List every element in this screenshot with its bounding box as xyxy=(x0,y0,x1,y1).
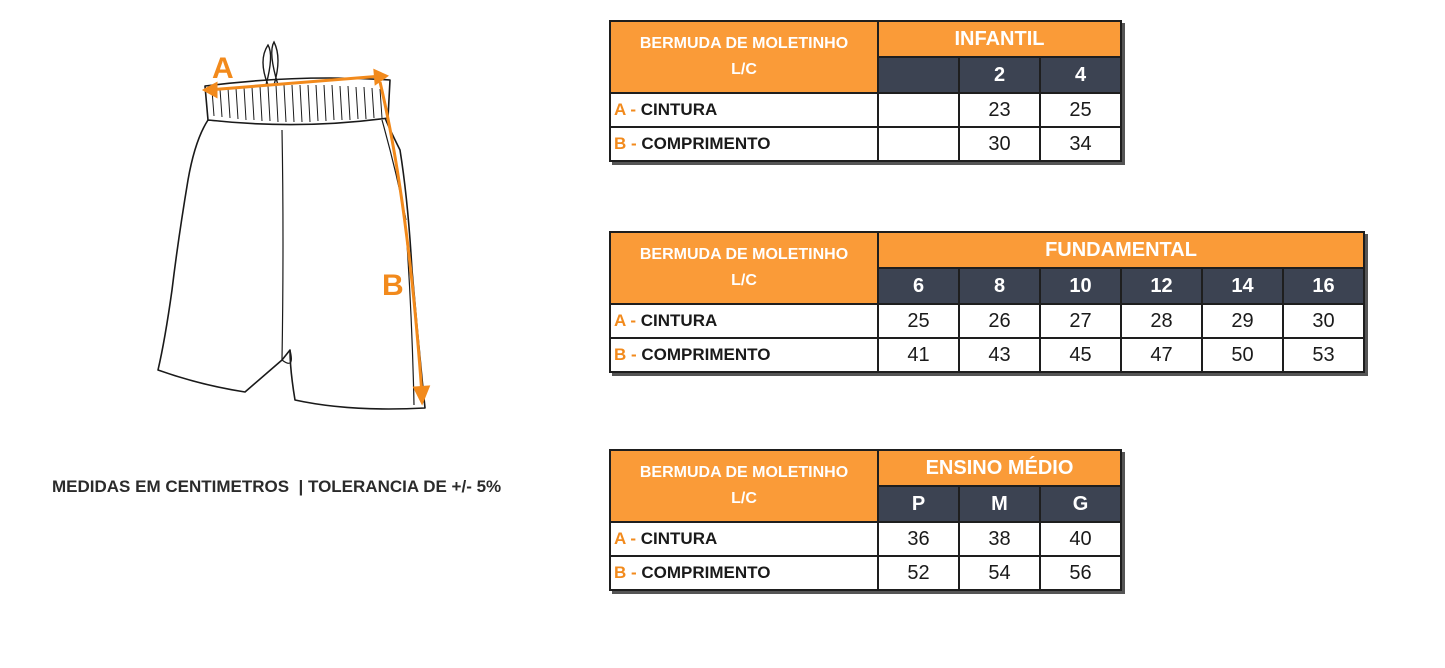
size-m: M xyxy=(959,486,1040,522)
measure-name: COMPRIMENTO xyxy=(636,345,771,364)
cell-value: 25 xyxy=(1040,93,1121,127)
size-table-ensino-medio xyxy=(609,449,1122,591)
size-8: 8 xyxy=(959,268,1040,304)
row-label xyxy=(610,338,878,372)
row-label xyxy=(610,93,878,127)
product-variant: L/C xyxy=(731,490,757,507)
cell-value: 43 xyxy=(959,338,1040,372)
product-header xyxy=(610,232,878,304)
measure-letter: A - xyxy=(614,100,637,119)
cell-value: 36 xyxy=(878,522,959,556)
product-variant: L/C xyxy=(731,272,757,289)
product-name: BERMUDA DE MOLETINHO xyxy=(639,246,849,263)
row-cintura xyxy=(610,304,1364,338)
cell-value: 45 xyxy=(1040,338,1121,372)
row-cintura xyxy=(610,522,1121,556)
row-label xyxy=(610,304,878,338)
size-16: 16 xyxy=(1283,268,1364,304)
cell-value: 23 xyxy=(959,93,1040,127)
cell-empty xyxy=(878,127,959,161)
row-label xyxy=(610,127,878,161)
size-10: 10 xyxy=(1040,268,1121,304)
product-variant: L/C xyxy=(731,61,757,78)
cell-value: 30 xyxy=(1283,304,1364,338)
cell-value: 26 xyxy=(959,304,1040,338)
measure-name: CINTURA xyxy=(636,100,718,119)
measurement-note: MEDIDAS EM CENTIMETROS | TOLERANCIA DE +/- 5% xyxy=(52,477,502,496)
measure-letter: B - xyxy=(614,134,637,153)
cell-empty xyxy=(878,93,959,127)
cell-value: 29 xyxy=(1202,304,1283,338)
size-table-infantil xyxy=(609,20,1122,162)
size-14: 14 xyxy=(1202,268,1283,304)
measure-letter: B - xyxy=(614,345,637,364)
shorts-illustration xyxy=(150,40,440,430)
cell-value: 41 xyxy=(878,338,959,372)
product-name: BERMUDA DE MOLETINHO xyxy=(639,464,849,481)
row-label xyxy=(610,522,878,556)
cell-value: 30 xyxy=(959,127,1040,161)
size-table-fundamental xyxy=(609,231,1365,373)
size-p: P xyxy=(878,486,959,522)
size-4: 4 xyxy=(1040,57,1121,93)
cell-value: 50 xyxy=(1202,338,1283,372)
size-g: G xyxy=(1040,486,1121,522)
row-comprimento xyxy=(610,127,1121,161)
cell-value: 40 xyxy=(1040,522,1121,556)
cell-value: 25 xyxy=(878,304,959,338)
measure-name: COMPRIMENTO xyxy=(636,563,771,582)
row-comprimento xyxy=(610,556,1121,590)
measure-a-label: A xyxy=(212,52,234,85)
product-header xyxy=(610,21,878,93)
cell-value: 56 xyxy=(1040,556,1121,590)
group-ensino-medio: ENSINO MÉDIO xyxy=(878,450,1121,486)
row-label xyxy=(610,556,878,590)
cell-value: 27 xyxy=(1040,304,1121,338)
measure-name: CINTURA xyxy=(636,311,718,330)
measure-name: CINTURA xyxy=(636,529,718,548)
cell-value: 47 xyxy=(1121,338,1202,372)
measure-letter: A - xyxy=(614,529,637,548)
cell-value: 28 xyxy=(1121,304,1202,338)
row-cintura xyxy=(610,93,1121,127)
size-2: 2 xyxy=(959,57,1040,93)
size-12: 12 xyxy=(1121,268,1202,304)
shorts-body xyxy=(158,118,425,409)
cell-value: 54 xyxy=(959,556,1040,590)
group-infantil: INFANTIL xyxy=(878,21,1121,57)
cell-value: 53 xyxy=(1283,338,1364,372)
product-header xyxy=(610,450,878,522)
size-empty xyxy=(878,57,959,93)
cell-value: 34 xyxy=(1040,127,1121,161)
cell-value: 38 xyxy=(959,522,1040,556)
measure-b-label: B xyxy=(382,269,404,302)
group-fundamental: FUNDAMENTAL xyxy=(878,232,1364,268)
measure-letter: B - xyxy=(614,563,637,582)
cell-value: 52 xyxy=(878,556,959,590)
measure-name: COMPRIMENTO xyxy=(636,134,771,153)
product-name: BERMUDA DE MOLETINHO xyxy=(639,35,849,52)
row-comprimento xyxy=(610,338,1364,372)
size-6: 6 xyxy=(878,268,959,304)
measure-letter: A - xyxy=(614,311,637,330)
